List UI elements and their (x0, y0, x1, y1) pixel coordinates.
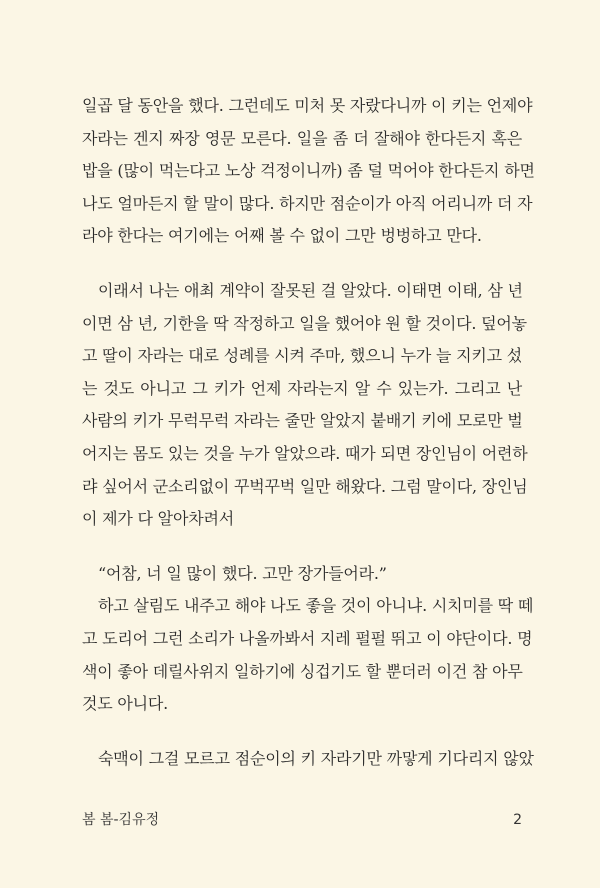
text-line: 숙맥이 그걸 모르고 점순이의 키 자라기만 까맣게 기다리지 않았 (98, 748, 534, 768)
text-line: 어지는 몸도 있는 것을 누가 알았으랴. 때가 되면 장인님이 어련하 (82, 443, 528, 463)
page-number: 2 (513, 812, 522, 828)
paragraph-gap (82, 721, 522, 743)
paragraph-3 (82, 558, 534, 721)
body-text (82, 90, 535, 775)
text-line: 라야 한다는 여기에는 어째 볼 수 없이 그만 벙벙하고 만다. (82, 226, 482, 246)
paragraph-1 (82, 90, 535, 253)
text-line: 랴 싶어서 군소리없이 꾸벅꾸벅 일만 해왔다. 그럼 말이다, 장인님 (82, 476, 528, 496)
paragraph-4 (82, 743, 534, 776)
text-line: 고 딸이 자라는 대로 성례를 시켜 주마, 했으니 누가 늘 지키고 섰 (82, 346, 523, 366)
text-line: 이 제가 다 알아차려서 (82, 509, 234, 529)
paragraph-gap (82, 536, 522, 558)
text-line: 나도 얼마든지 할 말이 많다. 하지만 점순이가 아직 어리니까 더 자 (82, 193, 533, 213)
text-line: 사람의 키가 무럭무럭 자라는 줄만 알았지 붙배기 키에 모로만 벌 (82, 411, 523, 431)
text-line: 이면 삼 년, 기한을 딱 작정하고 일을 했어야 원 할 것이다. 덮어놓 (82, 313, 527, 333)
text-line: 하고 살림도 내주고 해야 나도 좋을 것이 아니냐. 시치미를 딱 떼 (98, 596, 534, 616)
page-footer (82, 808, 522, 832)
text-line: 것도 아니다. (82, 694, 169, 714)
running-title: 봄 봄-김유정 (82, 812, 160, 828)
text-line: 고 도리어 그런 소리가 나올까봐서 지레 펄펄 뛰고 이 야단이다. 명 (82, 628, 533, 648)
paragraph-gap (82, 253, 522, 275)
text-line: 자라는 겐지 짜장 영문 모른다. 일을 좀 더 잘해야 한다든지 혹은 (82, 128, 522, 148)
text-line: 이래서 나는 애최 계약이 잘못된 걸 알았다. 이태면 이태, 삼 년 (98, 280, 523, 300)
text-line: 는 것도 아니고 그 키가 언제 자라는지 알 수 있는가. 그리고 난 (82, 378, 522, 398)
text-line: 밥을 (많이 먹는다고 노상 걱정이니까) 좀 덜 먹어야 한다든지 하면 (82, 161, 535, 181)
paragraph-2 (82, 275, 528, 536)
text-line: 색이 좋아 데릴사위지 일하기에 싱겁기도 할 뿐더러 이건 참 아무 (82, 661, 523, 681)
text-line: “어참, 너 일 많이 했다. 고만 장가들어라.” (98, 563, 387, 583)
text-line: 일곱 달 동안을 했다. 그런데도 미처 못 자랐다니까 이 키는 언제야 (82, 96, 533, 115)
